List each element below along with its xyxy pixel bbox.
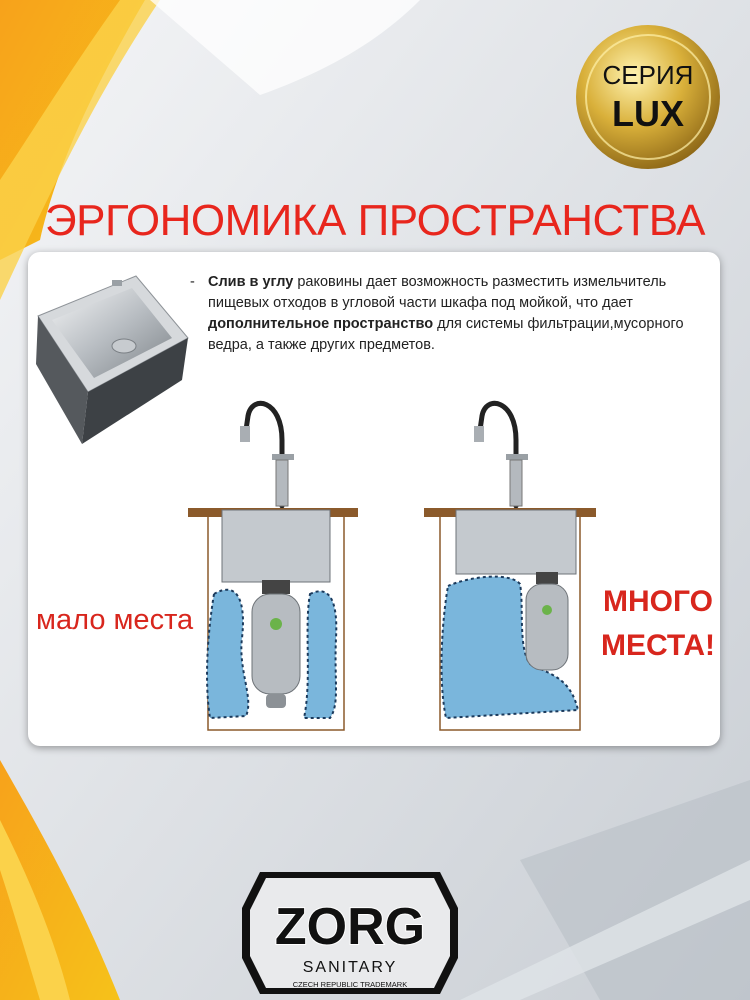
badge-series-text: СЕРИЯ [602, 60, 694, 90]
description [190, 272, 710, 356]
label-large-space-line1: МНОГО [603, 585, 713, 618]
space-right-blob [304, 591, 336, 718]
label-small-space: мало места [36, 604, 194, 636]
badge-lux-text: LUX [612, 93, 684, 134]
page-title: ЭРГОНОМИКА ПРОСТРАНСТВА [45, 196, 705, 245]
zorg-logo [240, 868, 460, 998]
logo-tagline-text: CZECH REPUBLIC TRADEMARK [292, 980, 408, 989]
logo-brand-text: ZORG [274, 898, 426, 956]
description-text-2: для системы фильтрации,мусорного ведра, а также других предметов. [208, 316, 684, 353]
description-bold-2: дополнительное пространство [208, 316, 434, 332]
description-text-1: раковины дает возможность разместить измельчитель пищевых отходов в угловой части шкафа под мойкой, что дает [208, 274, 667, 311]
label-large-space-line2: МЕСТА! [600, 629, 715, 662]
diagram-large-space [420, 380, 600, 740]
description-text [208, 272, 710, 356]
diagram-small-space [186, 380, 364, 740]
logo-sub-text: SANITARY [302, 959, 398, 976]
bullet-dash: - [190, 274, 195, 290]
lux-series-badge [568, 22, 728, 172]
sink-product-image [32, 268, 192, 458]
space-left-blob [207, 590, 248, 718]
description-bold-1: Слив в углу [208, 274, 294, 290]
label-large-space [596, 580, 720, 668]
